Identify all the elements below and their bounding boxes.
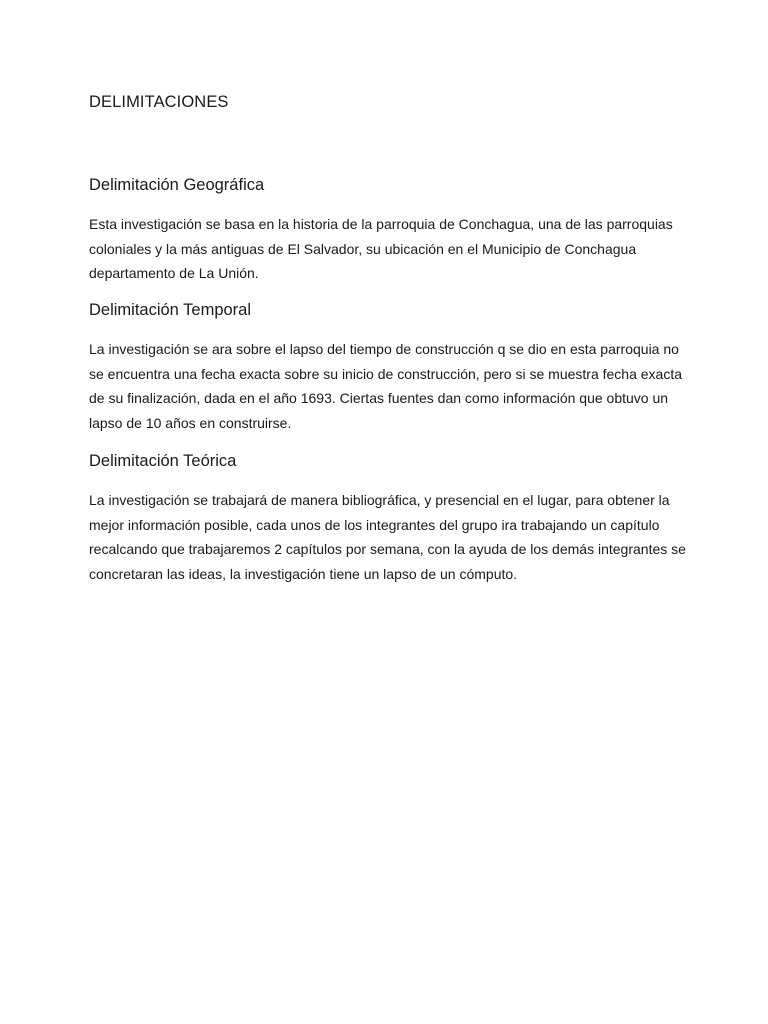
section-body-temporal: La investigación se ara sobre el lapso del tiempo de construcción q se dio en esta parroquia no se encuentra una fecha exacta sobre su inicio de construcción, pero si se muestra fecha exacta de su finalización, dada en el año 1693. Ciertas fuentes dan como información que obtuvo un lapso de 10 años en construirse. (89, 341, 683, 431)
section-heading-geographic: Delimitación Geográfica (89, 176, 265, 194)
document-title: DELIMITACIONES (89, 93, 229, 111)
section-heading-temporal: Delimitación Temporal (89, 301, 252, 319)
section-body-theoretical: La investigación se trabajará de manera bibliográfica, y presencial en el lugar, para obtener la mejor información posible, cada unos de los integrantes del grupo ira trabajando un capítulo recalcando que trabajaremos 2 capítulos por semana, con la ayuda de los demás integrantes se concretaran las ideas, la investigación tiene un lapso de un cómputo. (89, 492, 686, 582)
section-theoretical (89, 451, 689, 586)
section-body-geographic: Esta investigación se basa en la historia de la parroquia de Conchagua, una de las parroquias coloniales y la más antiguas de El Salvador, su ubicación en el Municipio de Conchagua departamento de La Unión. (89, 216, 673, 282)
section-temporal (89, 300, 689, 435)
section-geographic (89, 175, 689, 286)
section-heading-theoretical: Delimitación Teórica (89, 452, 237, 470)
